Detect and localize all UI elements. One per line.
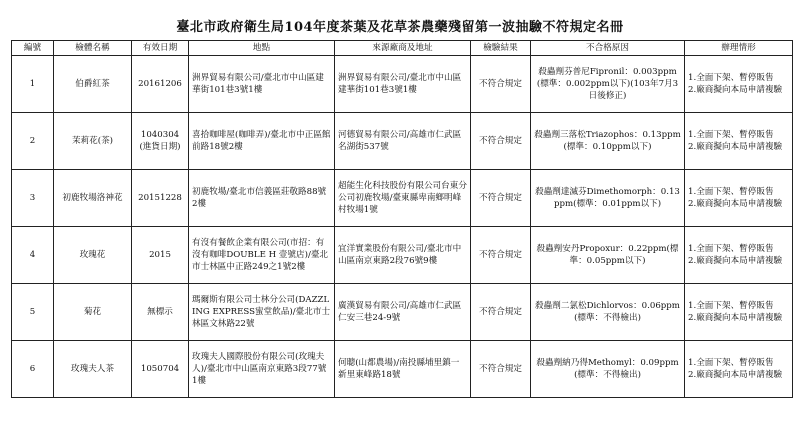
cell-reason: 殺蟲劑安丹Propoxur：0.22ppm(標準：0.05ppm以下): [531, 227, 685, 284]
cell-sample-name: 玫瑰夫人茶: [54, 341, 132, 398]
document-title: 臺北市政府衛生局104年度茶葉及花草茶農藥殘留第一波抽驗不符規定名冊: [176, 20, 624, 35]
cell-expiry-date: 20151228: [132, 170, 189, 227]
table-row: [12, 113, 793, 170]
header-result: 檢驗結果: [471, 41, 531, 56]
cell-expiry-date: 1040304(進貨日期): [132, 113, 189, 170]
cell-handling: [685, 56, 793, 113]
cell-result: 不符合規定: [471, 341, 531, 398]
cell-result: 不符合規定: [471, 56, 531, 113]
cell-result: 不符合規定: [471, 113, 531, 170]
table-row: [12, 56, 793, 113]
cell-sample-name: 玫瑰花: [54, 227, 132, 284]
cell-reason: 殺蟲劑達滅芬Dimethomorph：0.13ppm(標準：0.01ppm以下): [531, 170, 685, 227]
cell-source: 宜洋實業股份有限公司/臺北市中山區南京東路2段76號9樓: [335, 227, 471, 284]
cell-reason: 殺蟲劑二氯松Dichlorvos：0.06ppm(標準：不得檢出): [531, 284, 685, 341]
header-number: 編號: [12, 41, 54, 56]
cell-expiry-date: 2015: [132, 227, 189, 284]
cell-number: 2: [12, 113, 54, 170]
table-row: [12, 341, 793, 398]
handling-line-1: 1.全面下架、暫停販售: [688, 187, 774, 197]
cell-handling: [685, 341, 793, 398]
table-row: [12, 284, 793, 341]
cell-handling: [685, 227, 793, 284]
cell-result: 不符合規定: [471, 284, 531, 341]
cell-source: 超能生化科技股份有限公司台東分公司初鹿牧場/臺東縣卑南鄉明峰村牧場1號: [335, 170, 471, 227]
cell-location: 喜拾咖啡屋(咖啡弄)/臺北市中正區館前路18號2樓: [189, 113, 335, 170]
handling-line-1: 1.全面下架、暫停販售: [688, 301, 774, 311]
cell-source: 河德貿易有限公司/高雄市仁武區名湖街537號: [335, 113, 471, 170]
header-sample-name: 檢體名稱: [54, 41, 132, 56]
cell-sample-name: 菊花: [54, 284, 132, 341]
handling-line-2: 2.廠商擬向本局申請複驗: [688, 142, 783, 152]
handling-line-1: 1.全面下架、暫停販售: [688, 358, 774, 368]
cell-sample-name: 初鹿牧場洛神花: [54, 170, 132, 227]
handling-line-2: 2.廠商擬向本局申請複驗: [688, 370, 783, 380]
handling-line-2: 2.廠商擬向本局申請複驗: [688, 85, 783, 95]
cell-sample-name: 伯爵紅茶: [54, 56, 132, 113]
table-row: [12, 170, 793, 227]
header-row: [12, 41, 793, 56]
cell-reason: 殺蟲劑三落松Triazophos：0.13ppm(標準：0.10ppm以下): [531, 113, 685, 170]
handling-line-2: 2.廠商擬向本局申請複驗: [688, 256, 783, 266]
cell-location: 洲界貿易有限公司/臺北市中山區建華街101巷3號1樓: [189, 56, 335, 113]
cell-reason: 殺蟲劑納乃得Methomyl：0.09ppm(標準：不得檢出): [531, 341, 685, 398]
header-expiry-date: 有效日期: [132, 41, 189, 56]
table-row: [12, 227, 793, 284]
cell-location: 玫瑰夫人國際股份有限公司(玫瑰夫人)/臺北市中山區南京東路3段77號1樓: [189, 341, 335, 398]
cell-handling: [685, 113, 793, 170]
cell-number: 6: [12, 341, 54, 398]
header-location: 地點: [189, 41, 335, 56]
cell-source: 洲界貿易有限公司/臺北市中山區建華街101巷3號1樓: [335, 56, 471, 113]
cell-sample-name: 茉莉花(茶): [54, 113, 132, 170]
noncompliance-table: [11, 40, 793, 398]
cell-location: 初鹿牧場/臺北市信義區莊敬路88號2樓: [189, 170, 335, 227]
cell-number: 3: [12, 170, 54, 227]
handling-line-1: 1.全面下架、暫停販售: [688, 244, 774, 254]
header-source: 來源廠商及地址: [335, 41, 471, 56]
handling-line-1: 1.全面下架、暫停販售: [688, 73, 774, 83]
cell-expiry-date: 無標示: [132, 284, 189, 341]
cell-expiry-date: 1050704: [132, 341, 189, 398]
cell-reason: 殺蟲劑芬普尼Fipronil：0.003ppm(標準：0.002ppm以下)(103年7月3日後修正): [531, 56, 685, 113]
cell-source: 何聰(山都農場)/南投縣埔里鎮一新里東峰路18號: [335, 341, 471, 398]
cell-number: 5: [12, 284, 54, 341]
cell-number: 1: [12, 56, 54, 113]
cell-result: 不符合規定: [471, 227, 531, 284]
header-handling: 辦理情形: [685, 41, 793, 56]
cell-expiry-date: 20161206: [132, 56, 189, 113]
cell-number: 4: [12, 227, 54, 284]
cell-result: 不符合規定: [471, 170, 531, 227]
cell-handling: [685, 170, 793, 227]
cell-handling: [685, 284, 793, 341]
cell-location: 瑪爾斯有限公司士林分公司(DAZZLING EXPRESS蜜堂飲品)/臺北市士林區文林路22號: [189, 284, 335, 341]
cell-location: 有沒有餐飲企業有限公司(市招：有沒有咖啡DOUBLE H 壹號店)/臺北市士林區中正路249之1號2樓: [189, 227, 335, 284]
handling-line-1: 1.全面下架、暫停販售: [688, 130, 774, 140]
handling-line-2: 2.廠商擬向本局申請複驗: [688, 199, 783, 209]
header-reason: 不合格原因: [531, 41, 685, 56]
handling-line-2: 2.廠商擬向本局申請複驗: [688, 313, 783, 323]
cell-source: 廣漢貿易有限公司/高雄市仁武區仁安三巷24-9號: [335, 284, 471, 341]
